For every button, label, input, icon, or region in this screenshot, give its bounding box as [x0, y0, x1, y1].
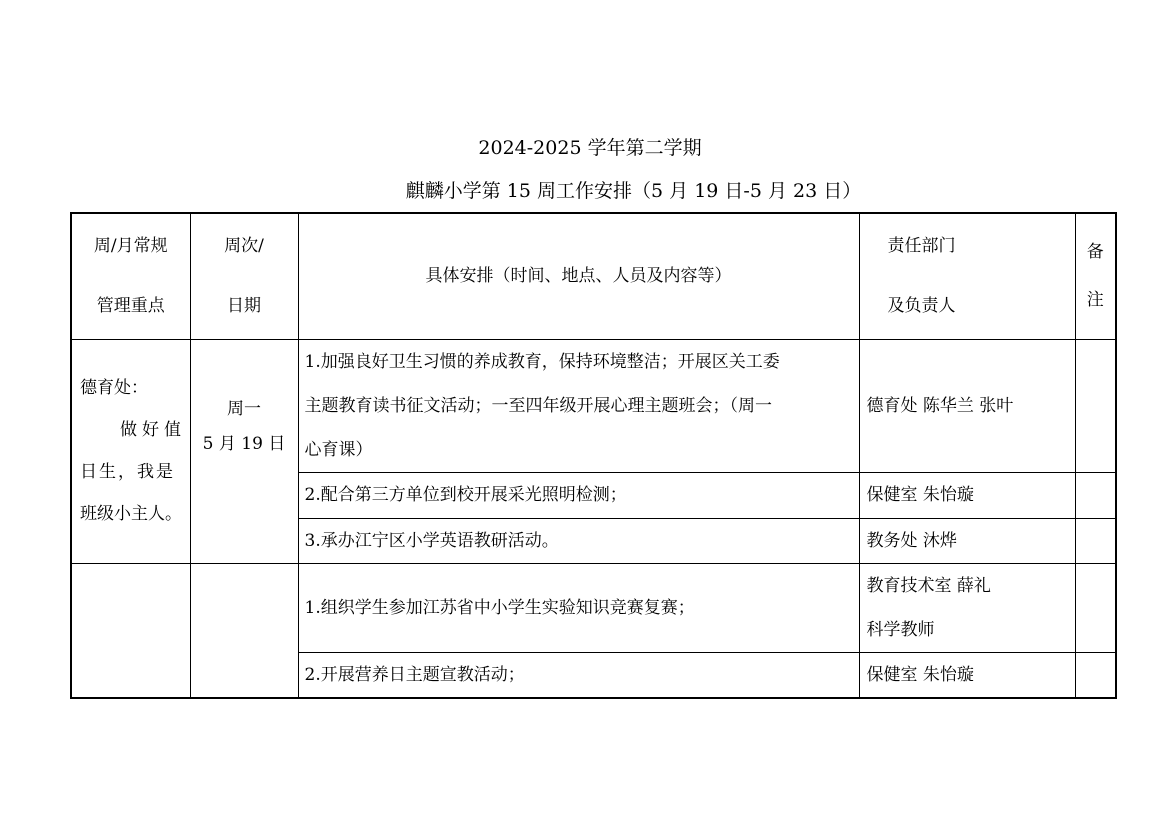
- table-header-row: [71, 213, 1116, 339]
- task-dept-line: 教育技术室 薛礼: [866, 575, 991, 596]
- task-dept: [859, 563, 1075, 652]
- task-dept-line: 德育处 陈华兰 张叶: [866, 395, 1014, 416]
- focus-line2: 做好值: [120, 420, 186, 440]
- header-dept-line2: 及负责人: [887, 296, 956, 317]
- task-dept-line: 教务处 沐烨: [866, 530, 957, 551]
- header-focus-line2: 管理重点: [96, 296, 165, 317]
- day-date: 5 月 19 日: [202, 434, 286, 454]
- table-row: [71, 339, 1116, 472]
- task-note: [1075, 339, 1116, 472]
- focus-line4: 班级小主人。: [80, 504, 182, 524]
- header-note: [1075, 213, 1116, 339]
- task-note: [1075, 563, 1116, 652]
- day-cell-monday: [190, 339, 298, 563]
- focus-cell-empty: [71, 563, 190, 698]
- task-dept: [859, 518, 1075, 563]
- day-name: 周一: [227, 399, 261, 419]
- header-date-line1: 周次/: [224, 236, 264, 257]
- header-date-line2: 日期: [227, 296, 261, 317]
- task-note: [1075, 472, 1116, 518]
- day-cell-empty: [190, 563, 298, 698]
- table-row: [71, 563, 1116, 652]
- document-title-week: 麒麟小学第 15 周工作安排（5 月 19 日-5 月 23 日）: [405, 180, 862, 202]
- task-content-line: 1.加强良好卫生习惯的养成教育，保持环境整洁；开展区关工委: [304, 351, 780, 372]
- header-focus-line1: 周/月常规: [93, 236, 168, 257]
- task-content-line: 1.组织学生参加江苏省中小学生实验知识竞赛复赛；: [304, 597, 695, 618]
- task-content: [298, 563, 859, 652]
- header-dept: [859, 213, 1075, 339]
- task-content-line: 主题教育读书征文活动；一至四年级开展心理主题班会；（周一: [304, 395, 772, 416]
- task-note: [1075, 518, 1116, 563]
- header-note-line1: 备: [1086, 242, 1104, 263]
- header-focus: [71, 213, 190, 339]
- task-dept-line: 保健室 朱怡璇: [866, 485, 974, 505]
- schedule-table: [70, 212, 1117, 699]
- task-content-line: 3.承办江宁区小学英语教研活动。: [304, 530, 559, 551]
- document-title-term: 2024-2025 学年第二学期: [478, 137, 702, 159]
- focus-line3: 日生，我是: [80, 462, 175, 482]
- task-content-line: 心育课）: [304, 439, 373, 460]
- task-dept: [859, 339, 1075, 472]
- task-content-line: 2.配合第三方单位到校开展采光照明检测；: [304, 485, 627, 505]
- task-content: [298, 518, 859, 563]
- header-arrangement: [298, 213, 859, 339]
- task-dept-line: 保健室 朱怡璇: [866, 664, 974, 685]
- header-date: [190, 213, 298, 339]
- header-note-line2: 注: [1086, 290, 1104, 311]
- task-dept: [859, 472, 1075, 518]
- header-arrangement-label: 具体安排（时间、地点、人员及内容等）: [425, 266, 732, 287]
- task-content-line: 2.开展营养日主题宣教活动；: [304, 664, 525, 685]
- task-content: [298, 652, 859, 698]
- focus-line1: 德育处：: [80, 378, 148, 398]
- task-content: [298, 472, 859, 518]
- focus-cell: [71, 339, 190, 563]
- header-dept-line1: 责任部门: [887, 236, 956, 257]
- task-note: [1075, 652, 1116, 698]
- task-dept: [859, 652, 1075, 698]
- task-content: [298, 339, 859, 472]
- task-dept-line: 科学教师: [866, 619, 935, 640]
